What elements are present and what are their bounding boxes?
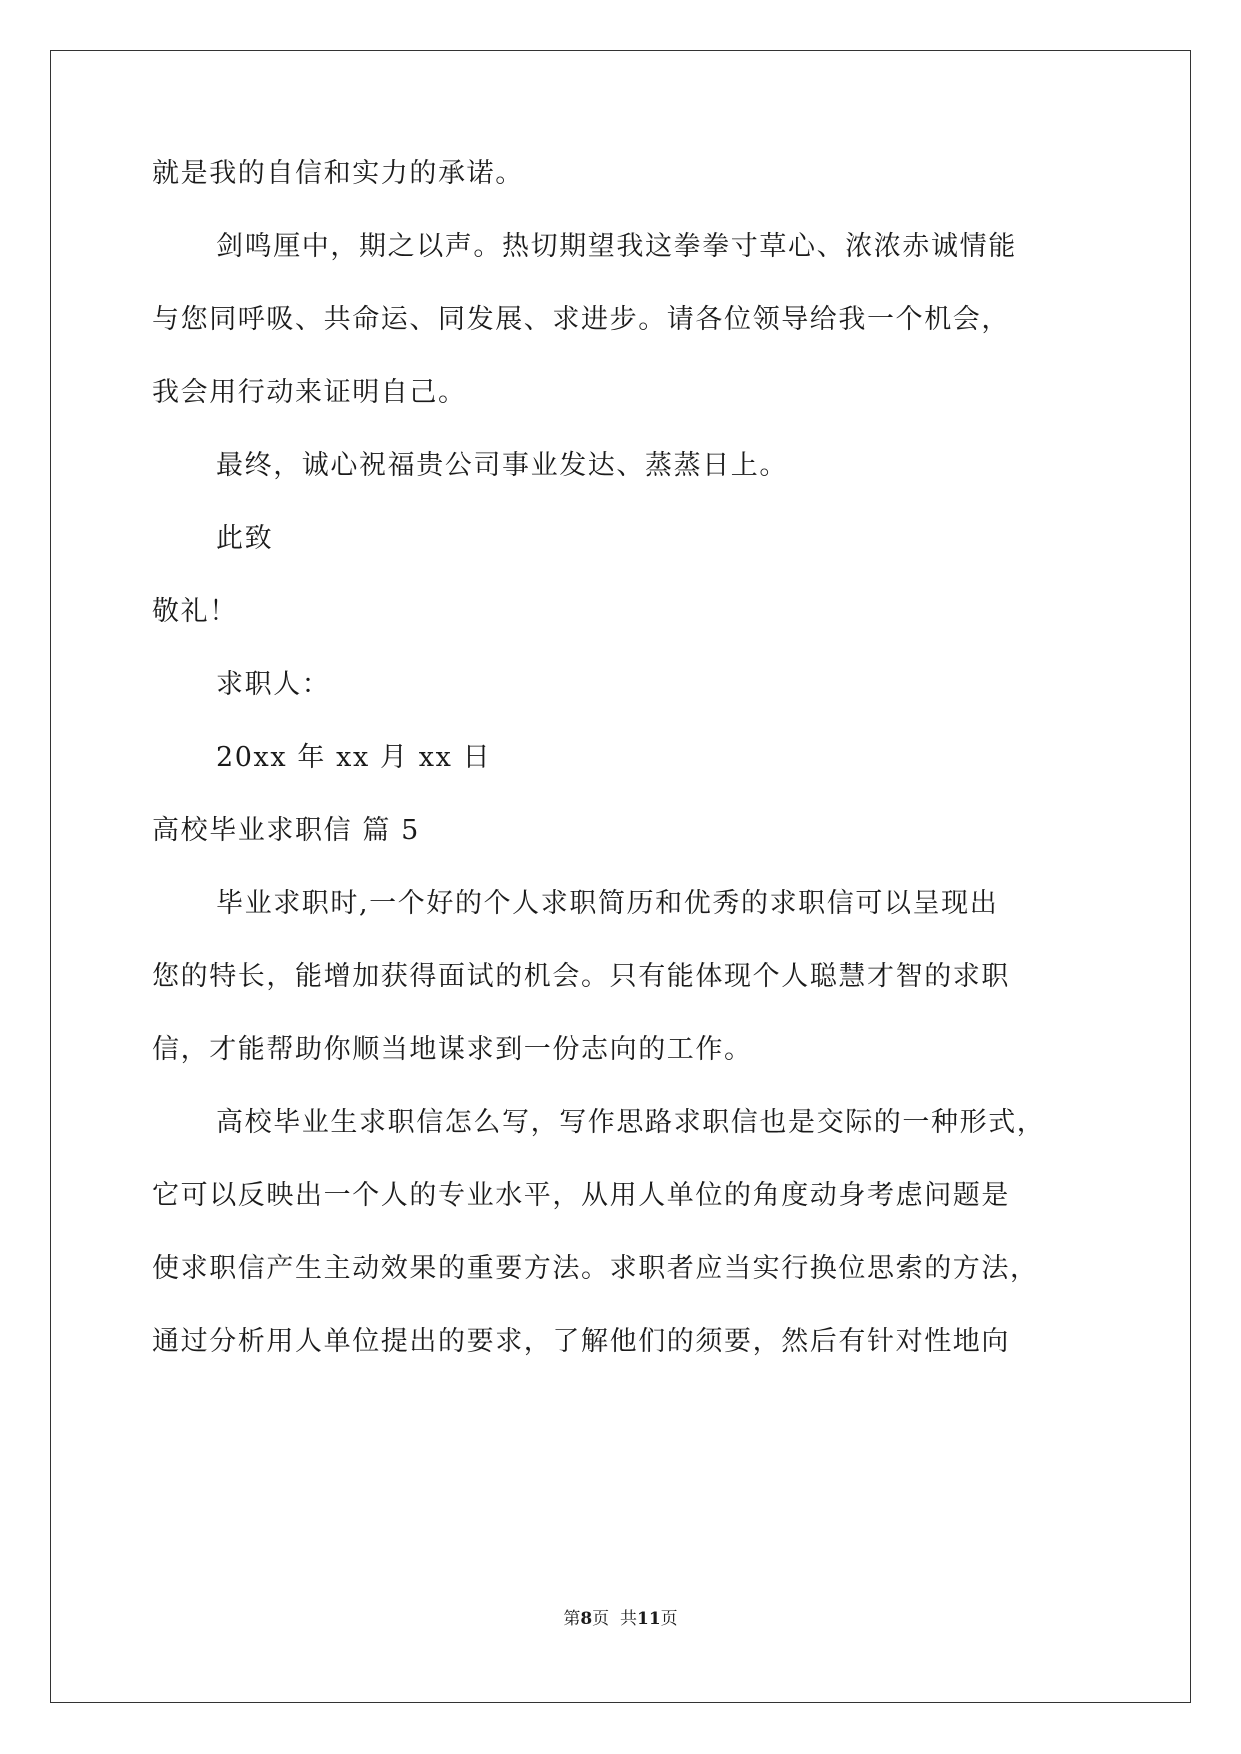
paragraph-line: 信，才能帮助你顺当地谋求到一份志向的工作。 [152,1034,753,1065]
page-footer [0,1608,1241,1630]
footer-prefix: 第 [563,1609,581,1629]
paragraph-line: 我会用行动来证明自己。 [152,377,467,408]
paragraph-line: 剑鸣厘中，期之以声。热切期望我这拳拳寸草心、浓浓赤诚情能 [216,231,1017,262]
paragraph-line: 最终，诚心祝福贵公司事业发达、蒸蒸日上。 [216,450,788,481]
paragraph-line: 毕业求职时,一个好的个人求职简历和优秀的求职信可以呈现出 [216,888,999,919]
letter-date: 20xx 年 xx 月 xx 日 [216,742,492,773]
paragraph-line: 通过分析用人单位提出的要求，了解他们的须要，然后有针对性地向 [152,1326,1010,1357]
paragraph-line: 与您同呼吸、共命运、同发展、求进步。请各位领导给我一个机会， [152,304,1010,335]
footer-suffix: 页 [660,1609,678,1629]
closing-regards: 敬礼！ [152,596,238,627]
paragraph-line: 使求职信产生主动效果的重要方法。求职者应当实行换位思索的方法， [152,1253,1039,1284]
paragraph-line: 就是我的自信和实力的承诺。 [152,158,524,189]
footer-mid: 页 共 [592,1609,637,1629]
page-border [50,50,1191,1703]
section-heading: 高校毕业求职信 篇 5 [152,815,420,846]
closing-salutation: 此致 [216,523,274,554]
paragraph-line: 您的特长，能增加获得面试的机会。只有能体现个人聪慧才智的求职 [152,961,1010,992]
signature-label: 求职人： [216,669,331,700]
current-page-number: 8 [580,1609,593,1629]
paragraph-line: 它可以反映出一个人的专业水平，从用人单位的角度动身考虑问题是 [152,1180,1010,1211]
paragraph-line: 高校毕业生求职信怎么写，写作思路求职信也是交际的一种形式， [216,1107,1046,1138]
total-page-number: 11 [636,1609,661,1629]
